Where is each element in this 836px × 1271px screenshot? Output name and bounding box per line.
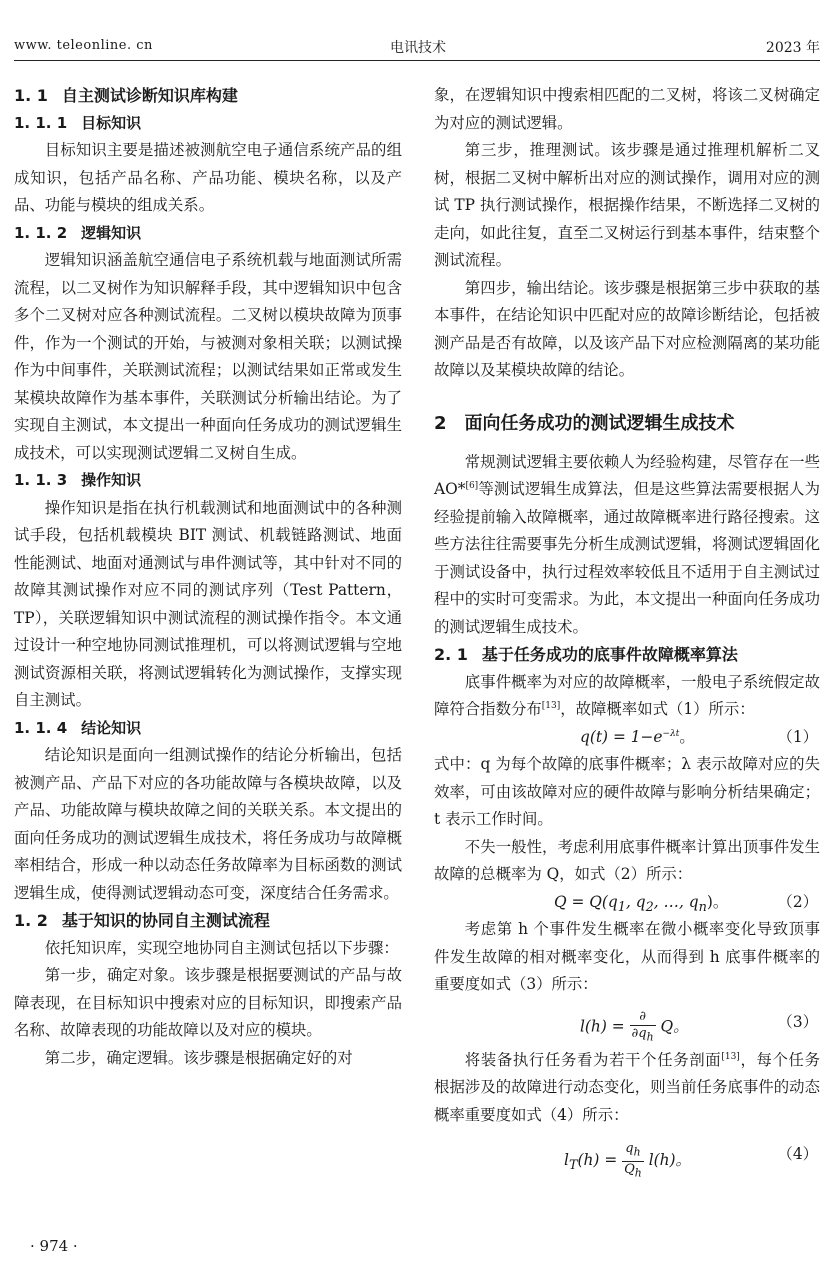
paragraph: 第三步，推理测试。该步骤是通过推理机解析二叉树，根据二叉树中解析出对应的测试操作，调用对应的测试 TP 执行测试操作，根据操作结果，不断选择二叉树的走向，如此往复，直至二叉树运行到基本事件，结束整个测试流程。 bbox=[434, 141, 820, 269]
paragraph: 常规测试逻辑主要依赖人为经验构建，尽管存在一些 AO*[6]等测试逻辑生成算法，但是这些算法需要根据人为经验提前输入故障概率，通过故障概率进行路径搜索。这些方法往往需要事先分析生成测试逻辑，将测试逻辑固化于测试设备中，执行过程效率较低且不适用于自主测试过程中的实时可变需求。为此，本文提出一种面向任务成功的测试逻辑生成技术。 bbox=[434, 452, 820, 636]
header-rule bbox=[14, 60, 820, 61]
paragraph: 式中：q 为每个故障的底事件概率；λ 表示故障对应的失效率，可由该故障对应的硬件故障与影响分析结果确定；t 表示工作时间。 bbox=[434, 755, 820, 828]
equation-2: $Q = Q(q_1$, $q_2$, …, $q_n$)。 （2） bbox=[434, 889, 820, 917]
paragraph: 第四步，输出结论。该步骤是根据第三步中获取的基本事件，在结论知识中匹配对应的故障诊断结论，包括被测产品是否有故障，以及该产品下对应检测隔离的某功能故障以及某模块故障的结论。 bbox=[434, 278, 820, 379]
citation: [13] bbox=[541, 700, 561, 711]
page-header bbox=[0, 0, 836, 60]
section-heading-1-1: 1. 1 自主测试诊断知识库构建 bbox=[14, 86, 238, 105]
right-column bbox=[434, 82, 820, 1180]
section-heading-1-1-4: 1. 1. 4 结论知识 bbox=[14, 718, 142, 737]
section-heading-2-1: 2. 1 基于任务成功的底事件故障概率算法 bbox=[434, 645, 738, 664]
left-column bbox=[14, 82, 402, 1072]
fraction: $\frac{q_h}{Q_h}$ bbox=[624, 1141, 642, 1180]
page-number: · 974 · bbox=[30, 1237, 78, 1255]
journal-title: 电讯技术 bbox=[390, 40, 446, 56]
paragraph: 结论知识是面向一组测试操作的结论分析输出，包括被测产品、产品下对应的各功能故障与各模块故障，以及产品、功能故障与模块故障之间的关联关系。本文提出的面向任务成功的测试逻辑生成技术，将任务成功与故障概率相结合，形成一种以动态任务故障率为目标函数的测试逻辑生成，使得测试逻辑动态可变，深度结合任务需求。 bbox=[14, 746, 402, 902]
equation-number: （1） bbox=[777, 727, 818, 746]
paragraph: 逻辑知识涵盖航空通信电子系统机载与地面测试所需流程，以二叉树作为知识解释手段，其中逻辑知识中包含多个二叉树对应各种测试流程。二叉树以模块故障为顶事件，作为一个测试的开始，与被测对象相关联；以测试操作为中间事件，关联测试流程；以测试结果如正常或发生某模块故障作为基本事件，关联测试分析输出结论。为了实现自主测试，本文提出一种面向任务成功的测试逻辑生成技术，可以实现测试逻辑二叉树自生成。 bbox=[14, 251, 402, 462]
journal-url: www. teleonline. cn bbox=[14, 38, 153, 53]
fraction: $\frac{\partial}{\partial q_h}$ bbox=[631, 1008, 654, 1044]
equation-1: $q(t) = 1-e^{-\lambda t}$。 （1） bbox=[434, 724, 820, 752]
paragraph: 考虑第 h 个事件发生概率在微小概率变化导致顶事件发生故障的相对概率变化，从而得到 h 底事件概率的重要度如式（3）所示： bbox=[434, 920, 820, 993]
paragraph: 第二步，确定逻辑。该步骤是根据确定好的对 bbox=[44, 1048, 353, 1067]
equation-3: l(h) = $\frac{\partial}{\partial q_h}$ Q。 （3） bbox=[580, 1008, 818, 1044]
section-heading-1-1-1: 1. 1. 1 目标知识 bbox=[14, 113, 142, 132]
paragraph: 底事件概率为对应的故障概率，一般电子系统假定故障符合指数分布[13]，故障概率如式（1）所示： bbox=[434, 672, 820, 718]
citation: [13] bbox=[721, 1051, 740, 1062]
paragraph: 目标知识主要是描述被测航空电子通信系统产品的组成知识，包括产品名称、产品功能、模块名称，以及产品、功能与模块的组成关系。 bbox=[14, 141, 402, 214]
equation-number: （3） bbox=[777, 1012, 818, 1031]
section-heading-1-2: 1. 2 基于知识的协同自主测试流程 bbox=[14, 911, 270, 930]
paragraph: 不失一般性，考虑利用底事件概率计算出顶事件发生故障的总概率为 Q，如式（2）所示： bbox=[434, 837, 820, 883]
paragraph: 依托知识库，实现空地协同自主测试包括以下步骤： bbox=[44, 938, 399, 957]
paragraph: 将装备执行任务看为若干个任务剖面[13]，每个任务根据涉及的故障进行动态变化，则当前任务底事件的动态概率重要度如式（4）所示： bbox=[434, 1050, 820, 1124]
citation: [6] bbox=[465, 480, 479, 491]
paragraph: 操作知识是指在执行机载测试和地面测试中的各种测试手段，包括机载模块 BIT 测试、机载链路测试、地面性能测试、地面对通测试与串件测试等，其中针对不同的故障其测试操作对应不同的测试序列（Test Pattern，TP），关联逻辑知识中测试流程的测试操作指令。本文通过设计一种空地协同测试推理机，可以将测试逻辑与空地测试资源相关联，将测试逻辑转化为测试操作，支撑实现自主测试。 bbox=[14, 498, 402, 709]
equation-number: （2） bbox=[777, 892, 818, 911]
equation-4: $l_T(h)$ = $\frac{q_h}{Q_h}$ l(h)。 （4） bbox=[564, 1141, 818, 1180]
equation-number: （4） bbox=[777, 1145, 818, 1163]
section-heading-2: 2 面向任务成功的测试逻辑生成技术 bbox=[434, 412, 735, 434]
section-heading-1-1-2: 1. 1. 2 逻辑知识 bbox=[14, 223, 142, 242]
publication-year: 2023 年 bbox=[765, 40, 820, 56]
paragraph: 象，在逻辑知识中搜索相匹配的二叉树，将该二叉树确定为对应的测试逻辑。 bbox=[434, 86, 820, 132]
paragraph: 第一步，确定对象。该步骤是根据要测试的产品与故障表现，在目标知识中搜索对应的目标知识，即搜索产品名称、故障表现的功能故障以及对应的模块。 bbox=[14, 966, 402, 1039]
section-heading-1-1-3: 1. 1. 3 操作知识 bbox=[14, 471, 142, 489]
